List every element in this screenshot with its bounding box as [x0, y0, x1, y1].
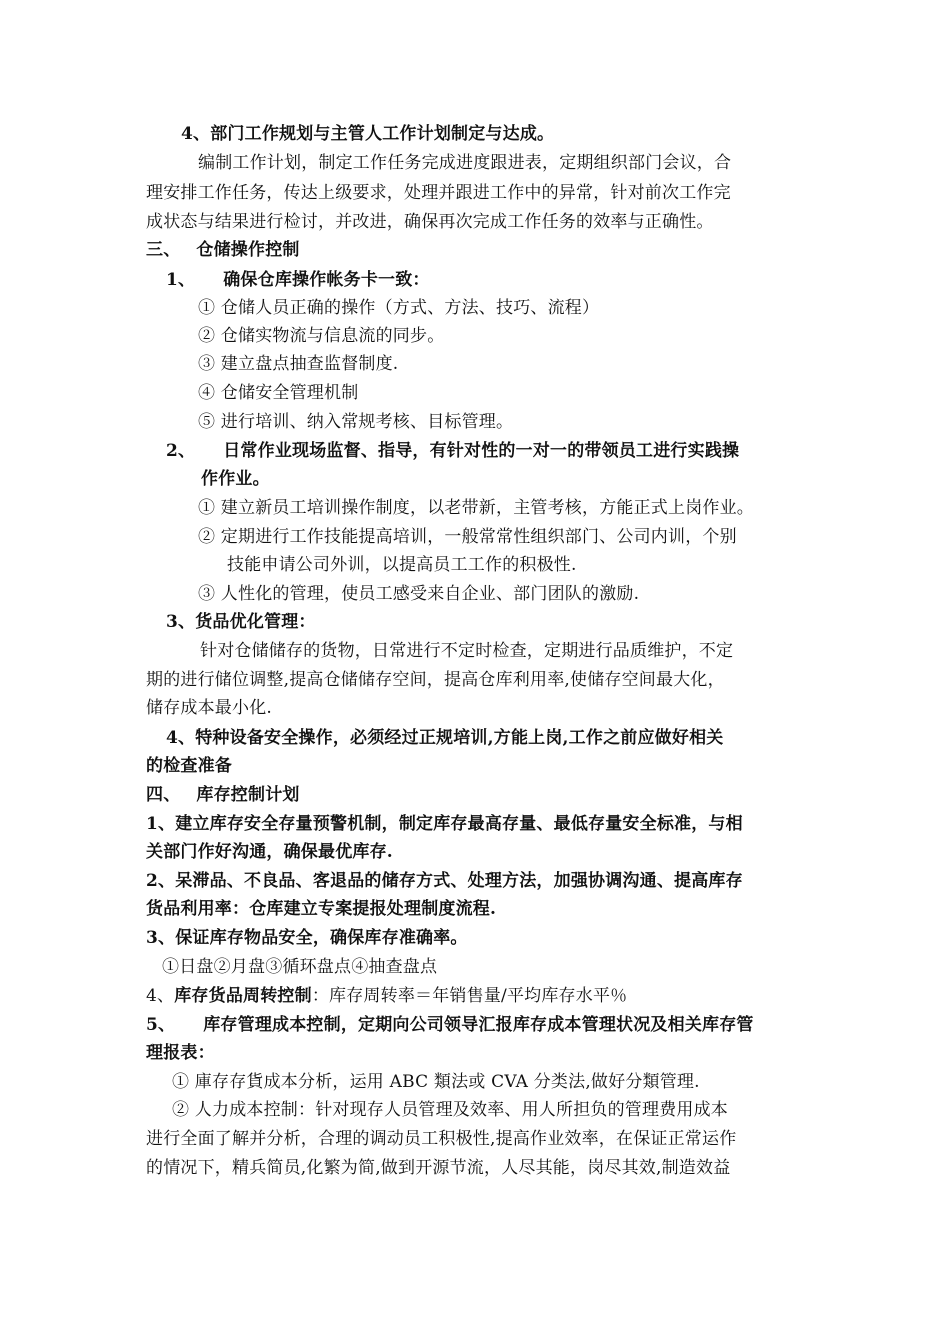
s4-item5-heading: [146, 1013, 754, 1037]
s3-item3-body-line: 针对仓储储存的货物，日常进行不定时检查，定期进行品质维护，不定: [200, 641, 734, 661]
s3-item2-title: 日常作业现场监督、指导，有针对性的一对一的带领员工进行实践操: [223, 441, 740, 461]
s3-item1-point: ② 仓储实物流与信息流的同步。: [198, 326, 445, 346]
s4-item3-heading: 3、保证库存物品安全，确保库存准确率。: [146, 928, 468, 948]
s4-item5-point: ② 人力成本控制：针对现存人员管理及效率、用人所担负的管理费用成本: [172, 1100, 729, 1120]
dept-plan-heading: 4、部门工作规划与主管人工作计划制定与达成。: [181, 124, 555, 144]
s4-item5-point: ① 庫存存貨成本分析，运用 ABC 類法或 CVA 分类法,做好分類管理.: [172, 1072, 700, 1092]
s4-item5-number: 5、: [146, 1015, 176, 1035]
s3-item2-point-cont: 技能申请公司外训，以提高员工工作的积极性.: [227, 555, 577, 575]
s3-item1-point: ④ 仓储安全管理机制: [198, 383, 359, 403]
s4-item5-point-cont: 的情况下，精兵简员,化繁为简,做到开源节流，人尽其能，岗尽其效,制造效益: [146, 1158, 731, 1178]
s4-item4-rest: ：库存周转率＝年销售量/平均库存水平％: [311, 986, 628, 1006]
s3-item1-point: ③ 建立盘点抽查监督制度.: [198, 354, 399, 374]
s3-item3-body-line: 储存成本最小化.: [146, 698, 273, 718]
s4-item5-title: 库存管理成本控制，定期向公司领导汇报库存成本管理状况及相关库存管: [203, 1015, 754, 1035]
s4-item3-methods: ①日盘②月盘③循环盘点④抽查盘点: [162, 957, 438, 977]
s3-item2-point: ③ 人性化的管理，使员工感受来自企业、部门团队的激励.: [198, 584, 640, 604]
s3-item1-title: 确保仓库操作帐务卡一致：: [223, 270, 430, 290]
s4-item1-line: 关部门作好沟通，确保最优库存.: [146, 842, 393, 862]
section-3-title: 仓储操作控制: [196, 240, 300, 260]
section-4-number: 四、: [146, 785, 181, 805]
dept-plan-body-line: 理安排工作任务，传达上级要求，处理并跟进工作中的异常，针对前次工作完: [146, 183, 731, 203]
s3-item1-point: ⑤ 进行培训、纳入常规考核、目标管理。: [198, 412, 514, 432]
s3-item3-heading: 3、货品优化管理：: [166, 612, 316, 632]
s3-item1-point: ① 仓储人员正确的操作（方式、方法、技巧、流程）: [198, 298, 600, 318]
s3-item1-number: 1、: [166, 270, 196, 290]
s4-item4-line: [146, 984, 627, 1008]
s3-item3-body-line: 期的进行储位调整,提高仓储储存空间，提高仓库利用率,使储存空间最大化，: [146, 670, 725, 690]
section-3-number: 三、: [146, 240, 181, 260]
section-4-heading: [146, 783, 300, 807]
s4-item2-line: 2、呆滞品、不良品、客退品的储存方式、处理方法，加强协调沟通、提高库存: [146, 871, 743, 891]
s3-item4-line: 的检查准备: [146, 756, 232, 776]
s4-item5-title-cont: 理报表：: [146, 1043, 215, 1063]
s4-item4-prefix: 4、: [146, 986, 175, 1006]
s3-item4-line: 4、特种设备安全操作，必须经过正规培训,方能上岗,工作之前应做好相关: [166, 728, 724, 748]
s3-item2-title-cont: 作作业。: [201, 469, 270, 489]
s4-item2-line: 货品利用率：仓库建立专案提报处理制度流程.: [146, 899, 497, 919]
section-3-heading: [146, 238, 300, 262]
s3-item2-point: ① 建立新员工培训操作制度，以老带新，主管考核，方能正式上岗作业。: [198, 498, 755, 518]
s3-item1-heading: [166, 268, 430, 292]
s4-item5-point-cont: 进行全面了解并分析，合理的调动员工积极性,提高作业效率，在保证正常运作: [146, 1129, 737, 1149]
s4-item1-line: 1、建立库存安全存量预警机制，制定库存最高存量、最低存量安全标准，与相: [146, 814, 743, 834]
section-4-title: 库存控制计划: [196, 785, 300, 805]
s3-item2-heading: [166, 439, 739, 463]
s3-item2-number: 2、: [166, 441, 196, 461]
s3-item2-point: ② 定期进行工作技能提高培训，一般常常性组织部门、公司内训，个别: [198, 527, 737, 547]
dept-plan-body-line: 成状态与结果进行检讨，并改进，确保再次完成工作任务的效率与正确性。: [146, 212, 714, 232]
dept-plan-body-line: 编制工作计划，制定工作任务完成进度跟进表，定期组织部门会议，合: [198, 153, 732, 173]
s4-item4-bold: 库存货品周转控制: [174, 986, 312, 1006]
